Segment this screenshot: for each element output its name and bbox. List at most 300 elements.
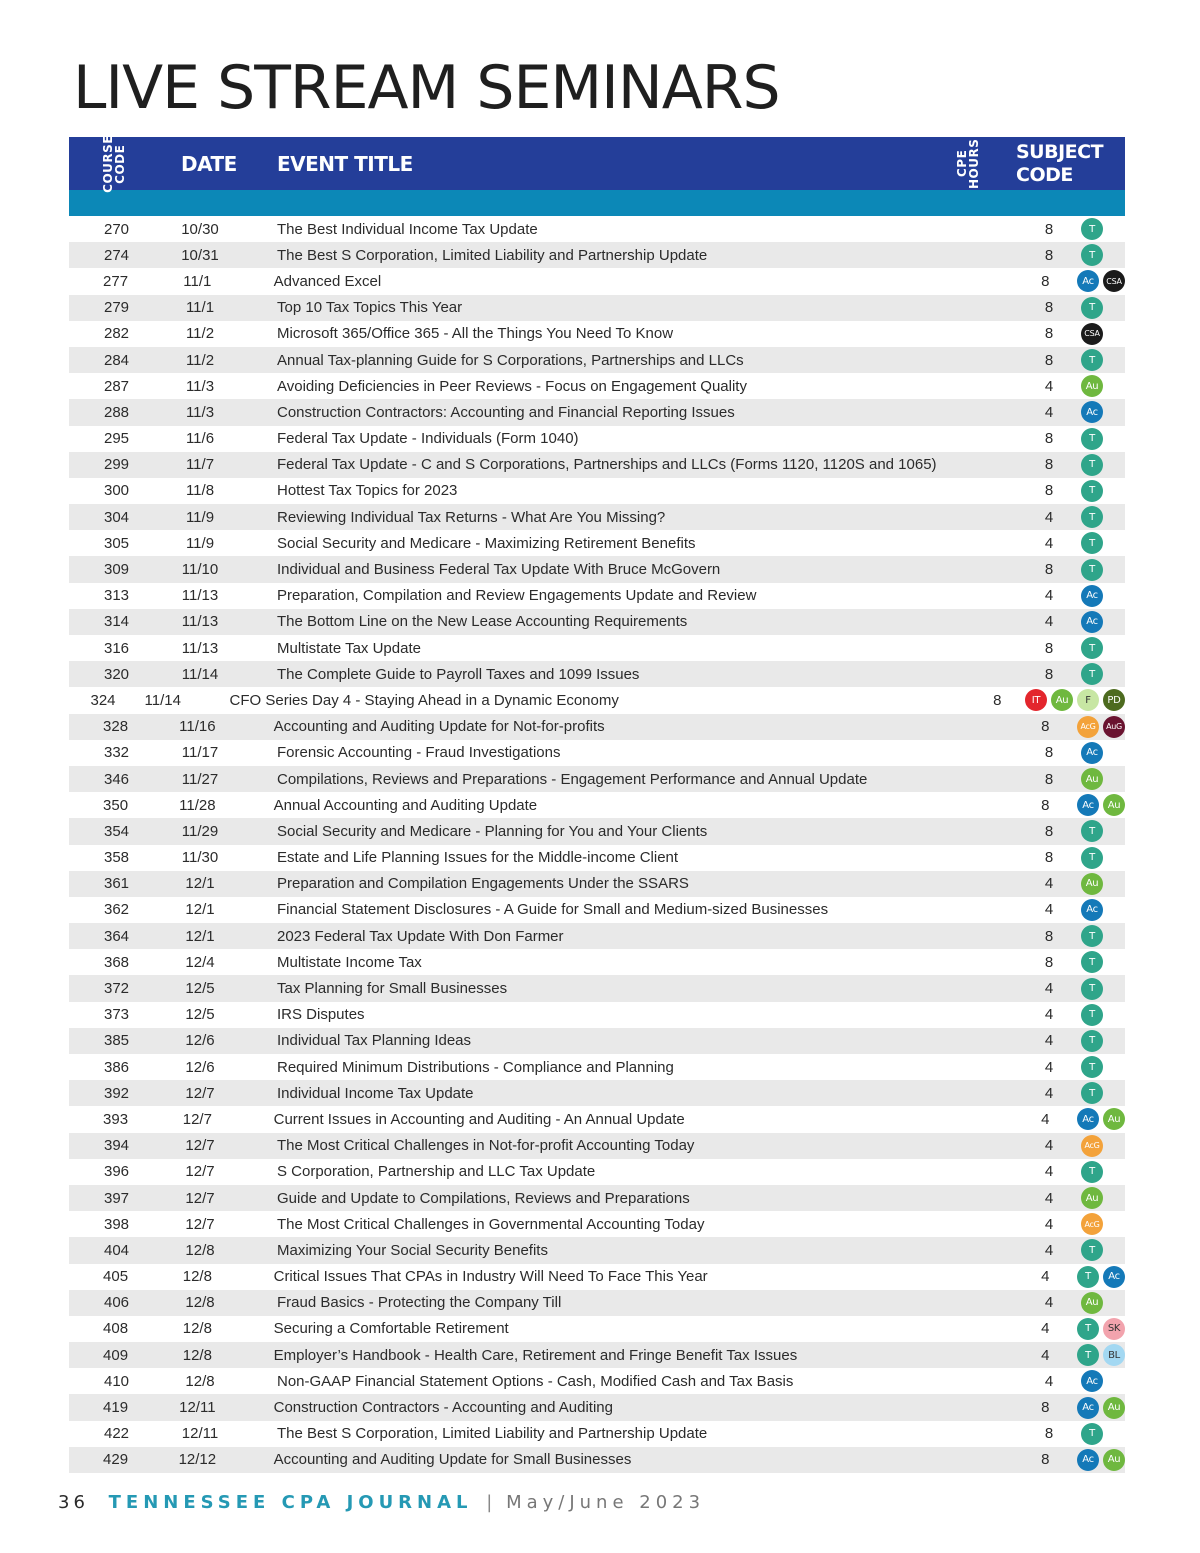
event-title: IRS Disputes	[277, 1006, 365, 1024]
course-code: 282	[103, 325, 130, 343]
subject-badge: Ac	[1081, 899, 1103, 921]
subject-badge: T	[1081, 663, 1103, 685]
course-code: 313	[103, 587, 130, 605]
cpe-hours: 4	[1044, 377, 1054, 395]
event-title: S Corporation, Partnership and LLC Tax Update	[277, 1163, 596, 1181]
subject-codes	[1025, 689, 1125, 711]
event-title: Accounting and Auditing Update for Not-for-profits	[273, 718, 605, 736]
subject-codes	[1077, 1266, 1125, 1288]
subject-badge: Ac	[1077, 1397, 1099, 1419]
subject-codes	[1081, 951, 1103, 973]
subject-badge: Au	[1081, 375, 1103, 397]
event-date: 11/17	[181, 744, 219, 762]
event-date: 12/11	[181, 1425, 219, 1443]
event-title: Maximizing Your Social Security Benefits	[277, 1241, 548, 1259]
subject-badge: T	[1081, 1056, 1103, 1078]
cpe-hours: 8	[1044, 482, 1054, 500]
table-row	[69, 661, 1125, 687]
event-title: Tax Planning for Small Businesses	[277, 980, 508, 998]
cpe-hours: 8	[1044, 430, 1054, 448]
course-code: 397	[103, 1189, 130, 1207]
event-title: The Best S Corporation, Limited Liability and Partnership Update	[277, 246, 708, 264]
subject-codes	[1081, 611, 1103, 633]
course-code: 299	[103, 456, 130, 474]
course-code: 362	[103, 901, 130, 919]
table-row	[69, 1316, 1125, 1342]
subject-badge: SK	[1103, 1318, 1125, 1340]
course-code: 422	[103, 1425, 130, 1443]
course-code: 409	[103, 1346, 129, 1364]
subject-badge: T	[1077, 1266, 1099, 1288]
course-code: 295	[103, 430, 130, 448]
cpe-hours: 8	[1044, 849, 1054, 867]
event-title: Top 10 Tax Topics This Year	[277, 299, 463, 317]
course-code: 408	[103, 1320, 129, 1338]
event-date: 12/5	[185, 1006, 215, 1024]
subject-badge: Au	[1103, 1397, 1125, 1419]
subject-badge: T	[1081, 820, 1103, 842]
event-title: Construction Contractors - Accounting and Auditing	[273, 1399, 613, 1417]
table-row	[69, 687, 1125, 713]
subject-badge: T	[1077, 1344, 1099, 1366]
course-code: 419	[103, 1399, 129, 1417]
cpe-hours: 8	[1041, 718, 1050, 736]
subject-codes	[1081, 454, 1103, 476]
table-row	[69, 530, 1125, 556]
subject-codes	[1081, 1292, 1103, 1314]
cpe-hours: 8	[1044, 744, 1054, 762]
table-row	[69, 792, 1125, 818]
table-row	[69, 871, 1125, 897]
course-code: 270	[103, 220, 130, 238]
course-code: 320	[103, 665, 130, 683]
cpe-hours: 4	[1044, 980, 1054, 998]
subject-codes	[1081, 742, 1103, 764]
cpe-hours: 8	[1044, 220, 1054, 238]
table-row	[69, 478, 1125, 504]
course-code: 373	[103, 1006, 130, 1024]
subject-codes	[1081, 847, 1103, 869]
event-title: Individual and Business Federal Tax Update With Bruce McGovern	[277, 561, 721, 579]
subject-codes	[1081, 506, 1103, 528]
subject-badge: T	[1081, 1423, 1103, 1445]
event-date: 10/30	[181, 220, 219, 238]
table-row	[69, 1185, 1125, 1211]
subject-badge: T	[1081, 559, 1103, 581]
page-title: LIVE STREAM SEMINARS	[73, 53, 780, 123]
event-date: 12/6	[185, 1032, 215, 1050]
subject-codes	[1081, 768, 1103, 790]
event-title: Estate and Life Planning Issues for the Middle-income Client	[277, 849, 679, 867]
event-date: 12/11	[179, 1399, 216, 1417]
course-code: 394	[103, 1137, 130, 1155]
cpe-hours: 8	[1044, 665, 1054, 683]
event-date: 11/13	[181, 587, 219, 605]
event-date: 11/14	[181, 665, 219, 683]
table-row	[69, 1106, 1125, 1132]
cpe-hours: 4	[1044, 1058, 1054, 1076]
seminar-table	[69, 134, 1125, 1473]
event-title: Hottest Tax Topics for 2023	[277, 482, 458, 500]
cpe-hours: 8	[1041, 796, 1050, 814]
course-code: 372	[103, 980, 130, 998]
event-title: Preparation, Compilation and Review Engagements Update and Review	[277, 587, 757, 605]
event-date: 10/31	[181, 246, 219, 264]
subject-badge: T	[1081, 951, 1103, 973]
subject-badge: T	[1081, 297, 1103, 319]
subject-codes	[1077, 1108, 1125, 1130]
cpe-hours: 8	[1041, 1451, 1050, 1469]
table-row	[69, 714, 1125, 740]
subject-codes	[1077, 1344, 1125, 1366]
course-code: 279	[103, 299, 130, 317]
course-code: 392	[103, 1084, 130, 1102]
course-code: 358	[103, 849, 130, 867]
table-row	[69, 1342, 1125, 1368]
subject-badge: Au	[1081, 1292, 1103, 1314]
subject-badge: T	[1077, 1318, 1099, 1340]
table-row	[69, 216, 1125, 242]
event-date: 11/1	[183, 272, 212, 290]
event-date: 12/7	[182, 1110, 212, 1128]
subject-badge: T	[1081, 1030, 1103, 1052]
event-title: Social Security and Medicare - Maximizing Retirement Benefits	[277, 534, 696, 552]
event-title: Employer’s Handbook - Health Care, Retirement and Fringe Benefit Tax Issues	[273, 1346, 798, 1364]
event-date: 12/8	[182, 1320, 212, 1338]
table-row	[69, 740, 1125, 766]
subject-badge: AcG	[1077, 716, 1099, 738]
table-row	[69, 426, 1125, 452]
subject-codes	[1081, 480, 1103, 502]
subject-codes	[1081, 585, 1103, 607]
course-code: 300	[103, 482, 130, 500]
subject-codes	[1081, 1056, 1103, 1078]
subject-badge: T	[1081, 218, 1103, 240]
event-title: Preparation and Compilation Engagements Under the SSARS	[277, 875, 689, 893]
cpe-hours: 4	[1044, 1137, 1054, 1155]
table-row	[69, 1028, 1125, 1054]
event-date: 11/1	[185, 299, 215, 317]
subject-badge: CSA	[1103, 270, 1125, 292]
subject-codes	[1081, 1239, 1103, 1261]
page-number: 36	[58, 1492, 89, 1513]
course-code: 288	[103, 403, 130, 421]
subject-badge: Ac	[1081, 611, 1103, 633]
event-date: 12/7	[185, 1189, 215, 1207]
event-date: 11/29	[181, 822, 219, 840]
event-title: Individual Income Tax Update	[277, 1084, 474, 1102]
event-title: Social Security and Medicare - Planning for You and Your Clients	[277, 822, 708, 840]
cpe-hours: 4	[1044, 1084, 1054, 1102]
header-date: DATE	[181, 151, 237, 176]
event-title: Securing a Comfortable Retirement	[273, 1320, 509, 1338]
cpe-hours: 8	[1044, 770, 1054, 788]
table-row	[69, 818, 1125, 844]
event-date: 11/2	[185, 325, 215, 343]
subject-codes	[1081, 899, 1103, 921]
subject-codes	[1081, 349, 1103, 371]
course-code: 305	[103, 534, 130, 552]
course-code: 386	[103, 1058, 130, 1076]
event-date: 11/9	[185, 534, 215, 552]
subject-codes	[1081, 1082, 1103, 1104]
cpe-hours: 4	[1044, 403, 1054, 421]
table-row	[69, 1447, 1125, 1473]
event-date: 12/8	[185, 1241, 215, 1259]
header-subject-code	[1016, 137, 1103, 190]
table-row	[69, 295, 1125, 321]
course-code: 284	[103, 351, 130, 369]
subject-codes	[1081, 978, 1103, 1000]
subject-badge: Ac	[1081, 401, 1103, 423]
subject-badge: AuG	[1103, 716, 1125, 738]
subject-badge: Ac	[1081, 585, 1103, 607]
event-title: Individual Tax Planning Ideas	[277, 1032, 472, 1050]
subject-badge: T	[1081, 978, 1103, 1000]
table-row	[69, 1264, 1125, 1290]
table-row	[69, 504, 1125, 530]
course-code: 396	[103, 1163, 130, 1181]
cpe-hours: 8	[1044, 351, 1054, 369]
table-row	[69, 268, 1125, 294]
subject-codes	[1081, 637, 1103, 659]
event-date: 11/3	[185, 377, 215, 395]
subject-badge: Ac	[1077, 794, 1099, 816]
course-code: 393	[103, 1110, 129, 1128]
table-row	[69, 949, 1125, 975]
course-code: 364	[103, 927, 130, 945]
event-title: Annual Tax-planning Guide for S Corporations, Partnerships and LLCs	[277, 351, 744, 369]
event-title: Critical Issues That CPAs in Industry Will Need To Face This Year	[273, 1268, 708, 1286]
table-row	[69, 399, 1125, 425]
cpe-hours: 8	[993, 691, 1002, 709]
subject-codes	[1081, 1030, 1103, 1052]
subject-badge: Ac	[1077, 270, 1099, 292]
cpe-hours: 4	[1041, 1110, 1050, 1128]
subject-badge: AcG	[1081, 1135, 1103, 1157]
subject-codes	[1077, 716, 1125, 738]
table-row	[69, 1211, 1125, 1237]
cpe-hours: 8	[1044, 1425, 1054, 1443]
subject-badge: Au	[1051, 689, 1073, 711]
subject-badge: Au	[1081, 768, 1103, 790]
subject-badge: Au	[1103, 1108, 1125, 1130]
event-title: Multistate Income Tax	[277, 953, 422, 971]
page-footer	[58, 1492, 705, 1513]
course-code: 274	[103, 246, 130, 264]
subject-badge: T	[1081, 428, 1103, 450]
cpe-hours: 8	[1041, 272, 1050, 290]
subject-badge: Ac	[1081, 1370, 1103, 1392]
event-title: The Bottom Line on the New Lease Accounting Requirements	[277, 613, 688, 631]
cpe-hours: 8	[1044, 953, 1054, 971]
subject-badge: T	[1081, 1239, 1103, 1261]
event-title: Current Issues in Accounting and Auditing - An Annual Update	[273, 1110, 685, 1128]
header-accent-band	[69, 190, 1125, 216]
event-date: 11/7	[185, 456, 215, 474]
event-date: 12/1	[185, 875, 215, 893]
table-row	[69, 556, 1125, 582]
subject-codes	[1081, 1423, 1103, 1445]
subject-badge: T	[1081, 506, 1103, 528]
course-code: 368	[103, 953, 130, 971]
subject-badge: T	[1081, 1082, 1103, 1104]
table-row	[69, 766, 1125, 792]
cpe-hours: 4	[1041, 1346, 1050, 1364]
cpe-hours: 4	[1041, 1320, 1050, 1338]
table-row	[69, 1002, 1125, 1028]
subject-codes	[1081, 297, 1103, 319]
course-code: 346	[103, 770, 130, 788]
table-row	[69, 373, 1125, 399]
table-row	[69, 897, 1125, 923]
event-date: 11/14	[144, 691, 181, 709]
cpe-hours: 4	[1044, 1294, 1054, 1312]
cpe-hours: 4	[1044, 1215, 1054, 1233]
event-date: 11/9	[185, 508, 215, 526]
table-row	[69, 242, 1125, 268]
subject-codes	[1077, 1397, 1125, 1419]
event-title: The Best Individual Income Tax Update	[277, 220, 538, 238]
event-date: 12/6	[185, 1058, 215, 1076]
subject-badge: Au	[1081, 1187, 1103, 1209]
event-title: Guide and Update to Compilations, Reviews and Preparations	[277, 1189, 690, 1207]
event-title: Construction Contractors: Accounting and Financial Reporting Issues	[277, 403, 735, 421]
event-date: 12/8	[185, 1294, 215, 1312]
subject-codes	[1081, 663, 1103, 685]
subject-badge: T	[1081, 925, 1103, 947]
course-code: 277	[103, 272, 129, 290]
event-title: The Most Critical Challenges in Governmental Accounting Today	[277, 1215, 705, 1233]
cpe-hours: 8	[1041, 1399, 1050, 1417]
course-code: 332	[103, 744, 130, 762]
subject-codes	[1077, 1318, 1125, 1340]
event-date: 11/3	[185, 403, 215, 421]
table-row	[69, 1290, 1125, 1316]
event-date: 11/6	[185, 430, 215, 448]
subject-badge: T	[1081, 454, 1103, 476]
subject-badge: Ac	[1103, 1266, 1125, 1288]
event-date: 11/13	[181, 613, 219, 631]
table-row	[69, 452, 1125, 478]
subject-codes	[1081, 820, 1103, 842]
cpe-hours: 8	[1044, 561, 1054, 579]
subject-codes	[1081, 873, 1103, 895]
issue-date: May/June 2023	[506, 1492, 706, 1513]
event-date: 12/8	[182, 1268, 212, 1286]
table-row	[69, 583, 1125, 609]
event-date: 12/7	[185, 1215, 215, 1233]
table-row	[69, 845, 1125, 871]
cpe-hours: 4	[1044, 1241, 1054, 1259]
subject-badge: T	[1081, 480, 1103, 502]
course-code: 410	[103, 1372, 130, 1390]
subject-badge: T	[1081, 244, 1103, 266]
event-title: Required Minimum Distributions - Compliance and Planning	[277, 1058, 674, 1076]
event-title: Annual Accounting and Auditing Update	[273, 796, 538, 814]
event-date: 11/30	[181, 849, 219, 867]
course-code: 324	[90, 691, 116, 709]
course-code: 350	[103, 796, 129, 814]
event-date: 12/7	[185, 1137, 215, 1155]
cpe-hours: 4	[1044, 1032, 1054, 1050]
event-title: Microsoft 365/Office 365 - All the Things You Need To Know	[277, 325, 674, 343]
event-title: The Best S Corporation, Limited Liability and Partnership Update	[277, 1425, 708, 1443]
event-date: 11/8	[185, 482, 215, 500]
event-title: Fraud Basics - Protecting the Company Till	[277, 1294, 562, 1312]
subject-codes	[1081, 428, 1103, 450]
cpe-hours: 8	[1044, 822, 1054, 840]
event-date: 12/8	[182, 1346, 212, 1364]
subject-codes	[1077, 794, 1125, 816]
subject-badge: T	[1081, 532, 1103, 554]
subject-codes	[1077, 270, 1125, 292]
header-subject-line1: SUBJECT	[1016, 140, 1104, 163]
header-cpe-hours-label: CPE HOURS	[955, 138, 981, 189]
header-course-code-label: COURSE CODE	[101, 134, 127, 193]
course-code: 316	[103, 639, 130, 657]
event-date: 11/16	[179, 718, 216, 736]
event-date: 11/13	[181, 639, 219, 657]
subject-badge: Ac	[1077, 1449, 1099, 1471]
subject-codes	[1077, 1449, 1125, 1471]
subject-badge: Au	[1103, 1449, 1125, 1471]
course-code: 361	[103, 875, 130, 893]
event-date: 12/4	[185, 953, 215, 971]
event-date: 12/5	[185, 980, 215, 998]
subject-badge: Ac	[1077, 1108, 1099, 1130]
cpe-hours: 4	[1044, 1006, 1054, 1024]
subject-codes	[1081, 1370, 1103, 1392]
event-title: Reviewing Individual Tax Returns - What Are You Missing?	[277, 508, 666, 526]
course-code: 398	[103, 1215, 130, 1233]
subject-codes	[1081, 1187, 1103, 1209]
event-title: Federal Tax Update - Individuals (Form 1040)	[277, 430, 579, 448]
subject-codes	[1081, 1135, 1103, 1157]
subject-codes	[1081, 375, 1103, 397]
subject-badge: T	[1081, 1161, 1103, 1183]
header-subject-line2: CODE	[1016, 163, 1073, 186]
event-title: 2023 Federal Tax Update With Don Farmer	[277, 927, 564, 945]
event-date: 12/1	[185, 927, 215, 945]
cpe-hours: 8	[1044, 299, 1054, 317]
event-title: Compilations, Reviews and Preparations - Engagement Performance and Annual Update	[277, 770, 868, 788]
event-date: 12/8	[185, 1372, 215, 1390]
event-date: 12/1	[185, 901, 215, 919]
table-row	[69, 321, 1125, 347]
event-date: 11/28	[179, 796, 216, 814]
subject-codes	[1081, 559, 1103, 581]
course-code: 309	[103, 561, 130, 579]
cpe-hours: 4	[1044, 1372, 1054, 1390]
cpe-hours: 4	[1044, 613, 1054, 631]
subject-badge: PD	[1103, 689, 1125, 711]
course-code: 429	[103, 1451, 129, 1469]
subject-badge: Ac	[1081, 742, 1103, 764]
course-code: 328	[103, 718, 129, 736]
cpe-hours: 4	[1044, 1163, 1054, 1181]
event-title: Financial Statement Disclosures - A Guide for Small and Medium-sized Businesses	[277, 901, 829, 919]
table-body	[69, 216, 1125, 1473]
table-row	[69, 609, 1125, 635]
subject-codes	[1081, 532, 1103, 554]
course-code: 354	[103, 822, 130, 840]
table-row	[69, 1394, 1125, 1420]
cpe-hours: 8	[1044, 246, 1054, 264]
course-code: 304	[103, 508, 130, 526]
table-row	[69, 635, 1125, 661]
cpe-hours: 8	[1044, 325, 1054, 343]
